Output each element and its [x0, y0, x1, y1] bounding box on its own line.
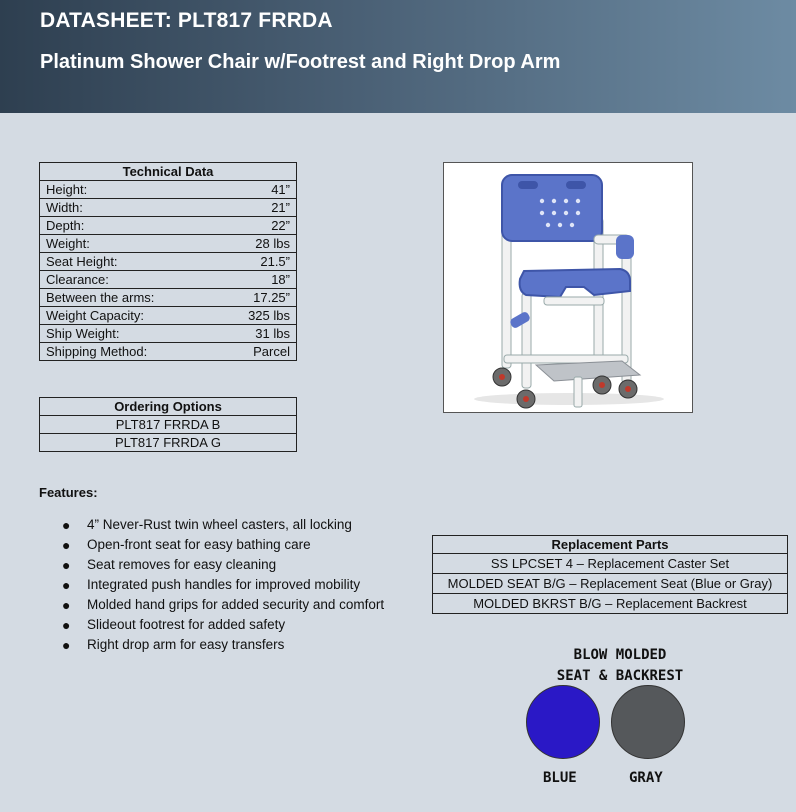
list-item: [62, 615, 384, 635]
spec-label: Ship Weight:: [40, 325, 217, 343]
table-row: [40, 416, 297, 434]
gray-label: GRAY: [629, 770, 663, 786]
list-item: [62, 515, 384, 535]
spec-value: 21.5”: [217, 253, 297, 271]
bullet-icon: ●: [62, 577, 71, 593]
header-banner: [0, 0, 796, 113]
spec-label: Weight:: [40, 235, 217, 253]
order-code: PLT817 FRRDA B: [40, 416, 297, 434]
feature-text: Molded hand grips for added security and comfort: [87, 597, 385, 612]
spec-label: Width:: [40, 199, 217, 217]
spec-label: Between the arms:: [40, 289, 217, 307]
table-row: [433, 574, 788, 594]
spec-value: 22”: [217, 217, 297, 235]
spec-label: Height:: [40, 181, 217, 199]
list-item: [62, 595, 384, 615]
color-title-line2: SEAT & BACKREST: [556, 668, 684, 684]
table-row: [40, 181, 297, 199]
table-row: [433, 594, 788, 614]
part-item: MOLDED SEAT B/G – Replacement Seat (Blue or Gray): [433, 574, 788, 594]
spec-value: 21”: [217, 199, 297, 217]
features-list: [62, 515, 384, 655]
spec-label: Clearance:: [40, 271, 217, 289]
spec-value: 41”: [217, 181, 297, 199]
spec-label: Weight Capacity:: [40, 307, 217, 325]
bullet-icon: ●: [62, 637, 71, 653]
blue-label: BLUE: [543, 770, 577, 786]
ordering-options-table: [39, 397, 297, 452]
list-item: [62, 555, 384, 575]
spec-label: Shipping Method:: [40, 343, 217, 361]
ordering-options-heading: Ordering Options: [40, 398, 297, 416]
feature-text: Slideout footrest for added safety: [87, 617, 286, 632]
replacement-parts-table: [432, 535, 788, 614]
table-row: [40, 271, 297, 289]
table-row: [40, 434, 297, 452]
gray-color-swatch: [611, 685, 685, 759]
feature-text: Integrated push handles for improved mobility: [87, 577, 361, 592]
table-row: [433, 554, 788, 574]
table-row: [40, 325, 297, 343]
color-title-line1: BLOW MOLDED: [573, 647, 667, 663]
spec-label: Seat Height:: [40, 253, 217, 271]
table-row: [40, 307, 297, 325]
part-item: MOLDED BKRST B/G – Replacement Backrest: [433, 594, 788, 614]
table-row: [40, 343, 297, 361]
feature-text: Open-front seat for easy bathing care: [87, 537, 311, 552]
technical-data-heading: Technical Data: [40, 163, 297, 181]
spec-value: 28 lbs: [217, 235, 297, 253]
datasheet-title: DATASHEET: PLT817 FRRDA: [40, 9, 333, 32]
list-item: [62, 535, 384, 555]
table-row: [40, 289, 297, 307]
spec-value: 31 lbs: [217, 325, 297, 343]
feature-text: 4” Never-Rust twin wheel casters, all locking: [87, 517, 352, 532]
spec-value: Parcel: [217, 343, 297, 361]
table-row: [40, 217, 297, 235]
technical-data-table: [39, 162, 297, 361]
color-options-title: [520, 645, 720, 687]
features-heading: Features:: [39, 485, 98, 500]
bullet-icon: ●: [62, 617, 71, 633]
spec-value: 17.25”: [217, 289, 297, 307]
spec-label: Depth:: [40, 217, 217, 235]
feature-text: Seat removes for easy cleaning: [87, 557, 277, 572]
feature-text: Right drop arm for easy transfers: [87, 637, 285, 652]
blue-color-swatch: [526, 685, 600, 759]
bullet-icon: ●: [62, 597, 71, 613]
bullet-icon: ●: [62, 557, 71, 573]
bullet-icon: ●: [62, 537, 71, 553]
table-row: [40, 253, 297, 271]
bullet-icon: ●: [62, 517, 71, 533]
shower-chair-illustration: [444, 163, 692, 412]
product-photo: [443, 162, 693, 413]
table-row: [40, 235, 297, 253]
list-item: [62, 635, 384, 655]
list-item: [62, 575, 384, 595]
order-code: PLT817 FRRDA G: [40, 434, 297, 452]
spec-value: 18”: [217, 271, 297, 289]
product-name: Platinum Shower Chair w/Footrest and Right Drop Arm: [40, 51, 561, 73]
replacement-parts-heading: Replacement Parts: [433, 536, 788, 554]
table-row: [40, 199, 297, 217]
spec-value: 325 lbs: [217, 307, 297, 325]
part-item: SS LPCSET 4 – Replacement Caster Set: [433, 554, 788, 574]
